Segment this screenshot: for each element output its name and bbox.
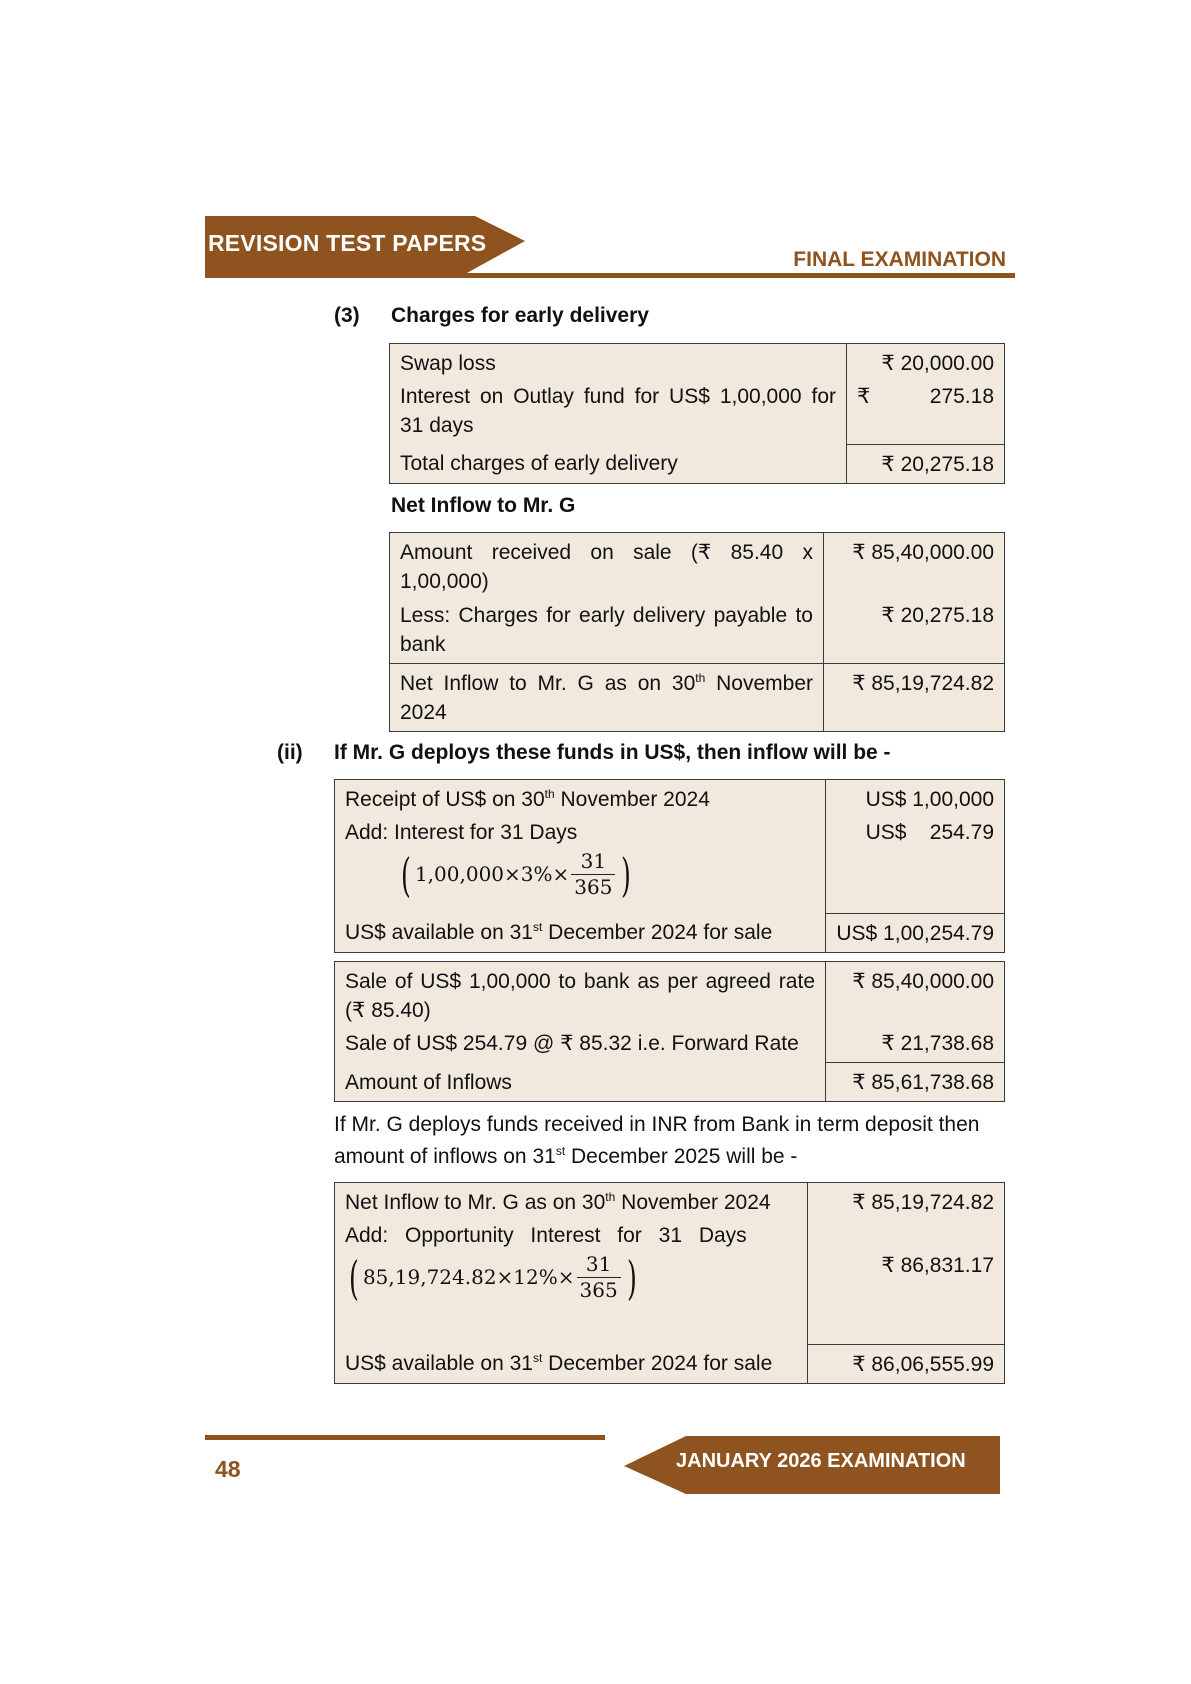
usd-formula-fraction (571, 849, 615, 900)
inr-net-inflow-label-b: November 2024 (615, 1191, 771, 1214)
usd-interest-value: 254.79 (929, 821, 994, 844)
usd-interest-formula (397, 849, 815, 900)
receipt-usd-label-b: November 2024 (554, 788, 710, 811)
section-3-number: (3) (334, 304, 360, 327)
inr-available-value: ₹ 86,06,555.99 (808, 1344, 1005, 1383)
formula-open-paren: ( (401, 847, 411, 902)
usd-interest-currency: US$ (865, 821, 907, 844)
sale-agreed-value: ₹ 85,40,000.00 (852, 970, 994, 993)
inr-deploy-table (334, 1182, 1005, 1384)
section-3-title: Charges for early delivery (391, 304, 649, 327)
amount-received-label: Amount received on sale (₹ 85.40 x 1,00,000) (400, 541, 813, 593)
net-inflow-title: Net Inflow to Mr. G (391, 494, 576, 517)
opportunity-interest-formula (345, 1252, 797, 1303)
sale-forward-label: Sale of US$ 254.79 @ ₹ 85.32 i.e. Forward Rate (345, 1032, 799, 1055)
interest-outlay-label: Interest on Outlay fund for US$ 1,00,000 for 31 days (400, 385, 836, 437)
early-delivery-table (389, 343, 1005, 484)
usd-deploy-labels (335, 780, 826, 914)
swap-loss-label: Swap loss (400, 352, 496, 375)
section-ii-title: If Mr. G deploys these funds in US$, then inflow will be - (334, 741, 891, 764)
less-charges-value: ₹ 20,275.18 (881, 604, 994, 627)
receipt-usd-label-sup: th (544, 787, 555, 801)
usd-formula-denominator: 365 (574, 875, 613, 899)
inr-net-inflow-label-a: Net Inflow to Mr. G as on 30 (345, 1191, 606, 1214)
amount-inflows-label: Amount of Inflows (335, 1063, 826, 1102)
usd-deploy-table (334, 779, 1005, 953)
opportunity-interest-label: Add: Opportunity Interest for 31 Days (345, 1224, 747, 1247)
page-number: 48 (215, 1456, 241, 1482)
early-delivery-labels (390, 344, 847, 445)
swap-loss-value: ₹ 20,000.00 (881, 352, 994, 375)
inr-formula-fraction (577, 1252, 621, 1303)
amount-inflows-value: ₹ 85,61,738.68 (826, 1063, 1005, 1102)
net-inflow-label-b: November 2024 (400, 672, 813, 724)
formula-close-paren: ) (626, 1250, 637, 1305)
opportunity-interest-value: ₹ 86,831.17 (881, 1254, 994, 1277)
header-banner-title: REVISION TEST PAPERS (208, 230, 487, 256)
inr-net-inflow-value: ₹ 85,19,724.82 (852, 1191, 994, 1214)
receipt-usd-label (345, 785, 815, 814)
early-delivery-values (847, 344, 1005, 445)
amount-received-value: ₹ 85,40,000.00 (852, 541, 994, 564)
term-deposit-paragraph (334, 1109, 1014, 1173)
inflow-sale-labels (335, 962, 826, 1063)
sale-forward-value: ₹ 21,738.68 (881, 1032, 994, 1055)
interest-rupee-symbol: ₹ (857, 385, 871, 408)
header-rule (205, 273, 1015, 278)
sale-agreed-label: Sale of US$ 1,00,000 to bank as per agreed rate (₹ 85.40) (345, 970, 815, 1022)
term-deposit-paragraph-sup: st (555, 1144, 566, 1158)
section-ii-number: (ii) (277, 741, 303, 764)
usd-interest-value-row (836, 818, 994, 847)
usd-available-label (335, 913, 826, 952)
inr-formula-left: 85,19,724.82×12%× (362, 1265, 575, 1289)
inr-available-label-sup: st (532, 1351, 543, 1365)
usd-available-label-sup: st (532, 920, 543, 934)
less-charges-label: Less: Charges for early delivery payable to bank (400, 604, 813, 656)
inr-formula-denominator: 365 (579, 1278, 618, 1302)
total-charges-value: ₹ 20,275.18 (847, 444, 1005, 483)
inr-available-label-b: December 2024 for sale (542, 1352, 773, 1375)
interest-outlay-value-row (857, 382, 994, 411)
usd-interest-label: Add: Interest for 31 Days (345, 821, 578, 844)
net-inflow-label-a: Net Inflow to Mr. G as on 30 (400, 672, 696, 695)
inflow-sale-values (826, 962, 1005, 1063)
footer-banner-title: JANUARY 2026 EXAMINATION (676, 1450, 966, 1472)
inr-deploy-labels (335, 1183, 808, 1345)
receipt-usd-label-a: Receipt of US$ on 30 (345, 788, 545, 811)
net-inflow-label-sup: th (695, 671, 706, 685)
inr-deploy-values (808, 1183, 1005, 1345)
inflow-sale-table (334, 961, 1005, 1102)
usd-available-label-b: December 2024 for sale (542, 921, 773, 944)
receipt-usd-value: US$ 1,00,000 (865, 788, 994, 811)
inr-formula-numerator: 31 (577, 1252, 621, 1278)
usd-formula-numerator: 31 (571, 849, 615, 875)
interest-outlay-value: 275.18 (929, 385, 994, 408)
footer-rule (205, 1435, 605, 1440)
usd-formula-left: 1,00,000×3%× (414, 862, 570, 886)
formula-open-paren: ( (349, 1250, 359, 1305)
total-charges-label: Total charges of early delivery (390, 444, 847, 483)
formula-close-paren: ) (621, 847, 632, 902)
usd-deploy-values (826, 780, 1005, 914)
net-inflow-table (389, 532, 1005, 732)
inr-net-inflow-label-sup: th (605, 1190, 616, 1204)
usd-available-value: US$ 1,00,254.79 (826, 913, 1005, 952)
net-inflow-labels-top (390, 533, 824, 664)
inr-available-label-a: US$ available on 31 (345, 1352, 533, 1375)
usd-available-label-a: US$ available on 31 (345, 921, 533, 944)
net-inflow-value: ₹ 85,19,724.82 (824, 664, 1005, 732)
header-exam-title: FINAL EXAMINATION (793, 248, 1006, 271)
term-deposit-paragraph-b: December 2025 will be - (565, 1145, 798, 1168)
inr-available-label (335, 1344, 808, 1383)
inr-net-inflow-label (345, 1188, 797, 1217)
term-deposit-paragraph-a: If Mr. G deploys funds received in INR from Bank in term deposit then amount of inflows on 31 (334, 1113, 980, 1168)
net-inflow-values-top (824, 533, 1005, 664)
net-inflow-label (390, 664, 824, 732)
